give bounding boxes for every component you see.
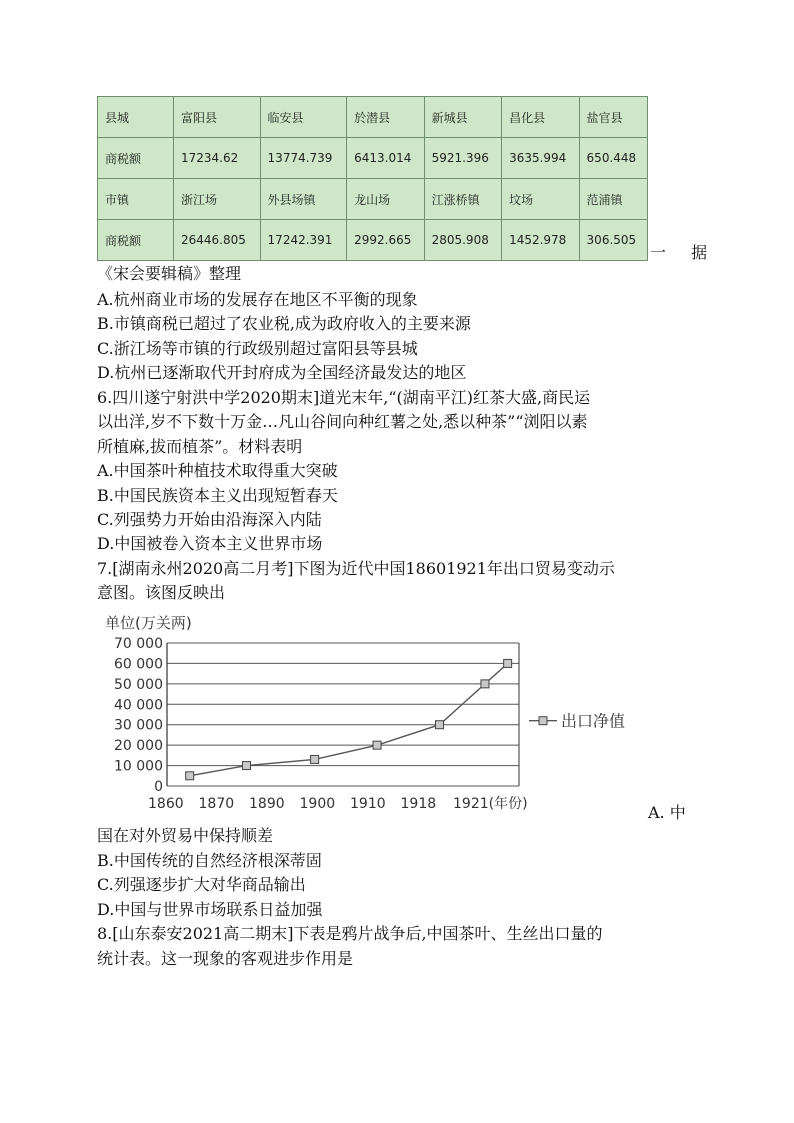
table-cell: 3635.994	[502, 138, 579, 179]
x-tick-label: 1900	[299, 796, 336, 812]
series-line	[190, 663, 508, 775]
y-tick-label: 0	[154, 779, 163, 795]
table-row-header: 商税额	[98, 138, 174, 179]
table-cell: 1452.978	[502, 220, 579, 261]
q7-stem-line2: 意图。该图反映出	[97, 583, 226, 602]
table-row-header: 县城	[98, 97, 174, 138]
table-cell: 26446.805	[174, 220, 261, 261]
table-cell: 2805.908	[424, 220, 501, 261]
table-cell: 江涨桥镇	[424, 179, 501, 220]
data-point-marker	[481, 680, 489, 688]
table-cell: 2992.665	[347, 220, 424, 261]
q7-option-c: C.列强逐步扩大对华商品输出	[97, 875, 306, 894]
table-cell: 17234.62	[174, 138, 261, 179]
x-tick-label: 1860	[148, 796, 184, 812]
y-tick-label: 10 000	[114, 758, 163, 775]
table-cell: 坟场	[502, 179, 579, 220]
table-cell: 13774.739	[260, 138, 347, 179]
data-point-marker	[373, 741, 381, 749]
q8-stem-line1: 8.[山东泰安2021高二期末]下表是鸦片战争后,中国茶叶、生丝出口量的	[97, 924, 603, 943]
table-cell: 於潜县	[347, 97, 424, 138]
table-row	[98, 179, 648, 220]
x-tick-label: 1921(年份)	[453, 796, 528, 812]
y-tick-label: 20 000	[114, 738, 163, 755]
table-cell: 6413.014	[347, 138, 424, 179]
q6-option-b: B.中国民族资本主义出现短暂春天	[97, 486, 338, 505]
legend-label: 出口净值	[561, 711, 626, 731]
table-row	[98, 220, 648, 261]
x-tick-label: 1890	[249, 796, 285, 812]
q6-option-a: A.中国茶叶种植技术取得重大突破	[97, 461, 338, 480]
table-cell: 5921.396	[424, 138, 501, 179]
q7-option-a-head: A. 中	[648, 803, 686, 822]
data-point-marker	[242, 762, 250, 770]
q6-stem-line3: 所植麻,拔而植茶”。材料表明	[97, 437, 303, 456]
table-cell: 306.505	[579, 220, 647, 261]
y-tick-label: 70 000	[114, 636, 163, 652]
source-tail: 一 据	[650, 243, 718, 262]
y-tick-label: 60 000	[114, 656, 163, 673]
table-row	[98, 97, 648, 138]
x-tick-label: 1918	[400, 796, 437, 812]
q7-option-b: B.中国传统的自然经济根深蒂固	[97, 851, 322, 870]
data-point-marker	[311, 755, 319, 763]
y-tick-label: 30 000	[114, 717, 163, 734]
q5-option-b: B.市镇商税已超过了农业税,成为政府收入的主要来源	[97, 314, 471, 333]
q6-stem-line1: 6.四川遂宁射洪中学2020期末]道光末年,“(湖南平江)红茶大盛,商民运	[97, 388, 591, 407]
q6-option-d: D.中国被卷入资本主义世界市场	[97, 534, 323, 553]
table-row	[98, 138, 648, 179]
q7-option-a-tail: 国在对外贸易中保持顺差	[97, 826, 274, 845]
table-cell: 浙江场	[174, 179, 261, 220]
y-tick-label: 50 000	[114, 676, 163, 693]
x-tick-label: 1910	[350, 796, 386, 812]
table-cell: 外县场镇	[260, 179, 347, 220]
q5-option-c: C.浙江场等市镇的行政级别超过富阳县等县城	[97, 339, 418, 358]
table-cell: 17242.391	[260, 220, 347, 261]
export-chart	[97, 608, 657, 818]
table-cell: 富阳县	[174, 97, 261, 138]
table-cell: 650.448	[579, 138, 647, 179]
source-line: 《宋会要辑稿》整理	[97, 264, 242, 283]
q8-stem-line2: 统计表。这一现象的客观进步作用是	[97, 949, 354, 968]
data-point-marker	[186, 772, 194, 780]
legend-marker	[539, 717, 547, 725]
y-tick-label: 40 000	[114, 697, 163, 714]
q7-option-d: D.中国与世界市场联系日益加强	[97, 900, 323, 919]
table-cell: 龙山场	[347, 179, 424, 220]
data-point-marker	[504, 659, 512, 667]
table-cell: 新城县	[424, 97, 501, 138]
tax-table	[97, 96, 648, 261]
table-cell: 盐官县	[579, 97, 647, 138]
q5-option-a: A.杭州商业市场的发展存在地区不平衡的现象	[97, 290, 418, 309]
q6-option-c: C.列强势力开始由沿海深入内陆	[97, 510, 322, 529]
table-cell: 临安县	[260, 97, 347, 138]
table-row-header: 商税额	[98, 220, 174, 261]
table-cell: 昌化县	[502, 97, 579, 138]
x-tick-label: 1870	[198, 796, 235, 812]
q7-stem-line1: 7.[湖南永州2020高二月考]下图为近代中国18601921年出口贸易变动示	[97, 559, 615, 578]
data-point-marker	[436, 721, 444, 729]
q5-option-d: D.杭州已逐渐取代开封府成为全国经济最发达的地区	[97, 363, 467, 382]
q6-stem-line2: 以出洋,岁不下数十万金…凡山谷间向种红薯之处,悉以种茶”“浏阳以素	[97, 412, 588, 431]
table-cell: 范浦镇	[579, 179, 647, 220]
chart-unit-label: 单位(万关两)	[105, 614, 192, 632]
table-row-header: 市镇	[98, 179, 174, 220]
